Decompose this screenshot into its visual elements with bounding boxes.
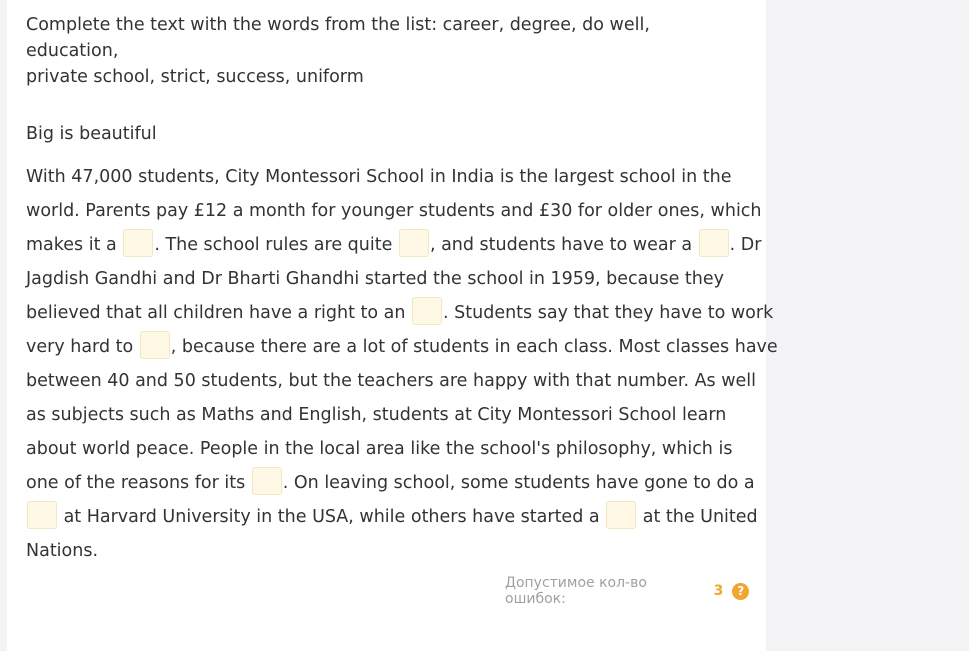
story-line xyxy=(26,296,774,330)
story-text-segment: . The school rules are quite xyxy=(154,235,398,255)
story-line xyxy=(26,262,752,296)
story-text-segment: . Dr xyxy=(729,235,762,255)
story-text-segment: at Harvard University in the USA, while others have started a xyxy=(58,507,606,527)
story-text-segment: as subjects such as Maths and English, students at City Montessori School learn xyxy=(26,405,727,425)
answer-blank[interactable] xyxy=(252,467,282,495)
exercise-card xyxy=(7,0,778,651)
story-line xyxy=(26,500,758,534)
story-line xyxy=(26,228,762,262)
story-line xyxy=(26,534,752,568)
story-line xyxy=(26,432,752,466)
error-allowance-count: 3 xyxy=(713,583,724,599)
answer-blank[interactable] xyxy=(412,297,442,325)
answer-blank[interactable] xyxy=(399,229,429,257)
instructions xyxy=(26,12,746,90)
story-line xyxy=(26,364,757,398)
story-text-segment: one of the reasons for its xyxy=(26,473,251,493)
answer-blank[interactable] xyxy=(699,229,729,257)
story-text-segment: . Students say that they have to work xyxy=(443,303,774,323)
instructions-line: Complete the text with the words from the list: career, degree, do well, education, xyxy=(26,15,650,61)
story-text-segment: at the United xyxy=(637,507,758,527)
story-text-segment: about world peace. People in the local area like the school's philosophy, which is xyxy=(26,439,733,459)
story-title: Big is beautiful xyxy=(26,124,157,144)
answer-blank[interactable] xyxy=(123,229,153,257)
story-text-segment: very hard to xyxy=(26,337,139,357)
story-text-segment: world. Parents pay £12 a month for younger students and £30 for older ones, which xyxy=(26,201,762,221)
story-text-segment: believed that all children have a right to an xyxy=(26,303,412,323)
story-text xyxy=(26,160,778,568)
story-text-segment: With 47,000 students, City Montessori School in India is the largest school in the xyxy=(26,167,732,187)
story-line xyxy=(26,398,752,432)
story-text-segment: , because there are a lot of students in each class. Most classes have xyxy=(170,337,778,357)
answer-blank[interactable] xyxy=(606,501,636,529)
answer-blank[interactable] xyxy=(27,501,57,529)
error-allowance xyxy=(505,575,749,607)
story-text-segment: , and students have to wear a xyxy=(429,235,698,255)
story-line xyxy=(26,466,755,500)
story-text-segment: between 40 and 50 students, but the teachers are happy with that number. As well xyxy=(26,371,757,391)
error-allowance-label: Допустимое кол-во ошибок: xyxy=(505,575,647,607)
instructions-line: private school, strict, success, uniform xyxy=(26,67,364,87)
story-text-segment: Nations. xyxy=(26,541,99,561)
story-line xyxy=(26,330,778,364)
story-line xyxy=(26,160,752,194)
story-text-segment: Jagdish Gandhi and Dr Bharti Ghandhi started the school in 1959, because they xyxy=(26,269,725,289)
story-text-segment: makes it a xyxy=(26,235,123,255)
help-icon[interactable]: ? xyxy=(732,583,749,600)
story-text-segment: . On leaving school, some students have gone to do a xyxy=(282,473,755,493)
story-line xyxy=(26,194,762,228)
answer-blank[interactable] xyxy=(140,331,170,359)
